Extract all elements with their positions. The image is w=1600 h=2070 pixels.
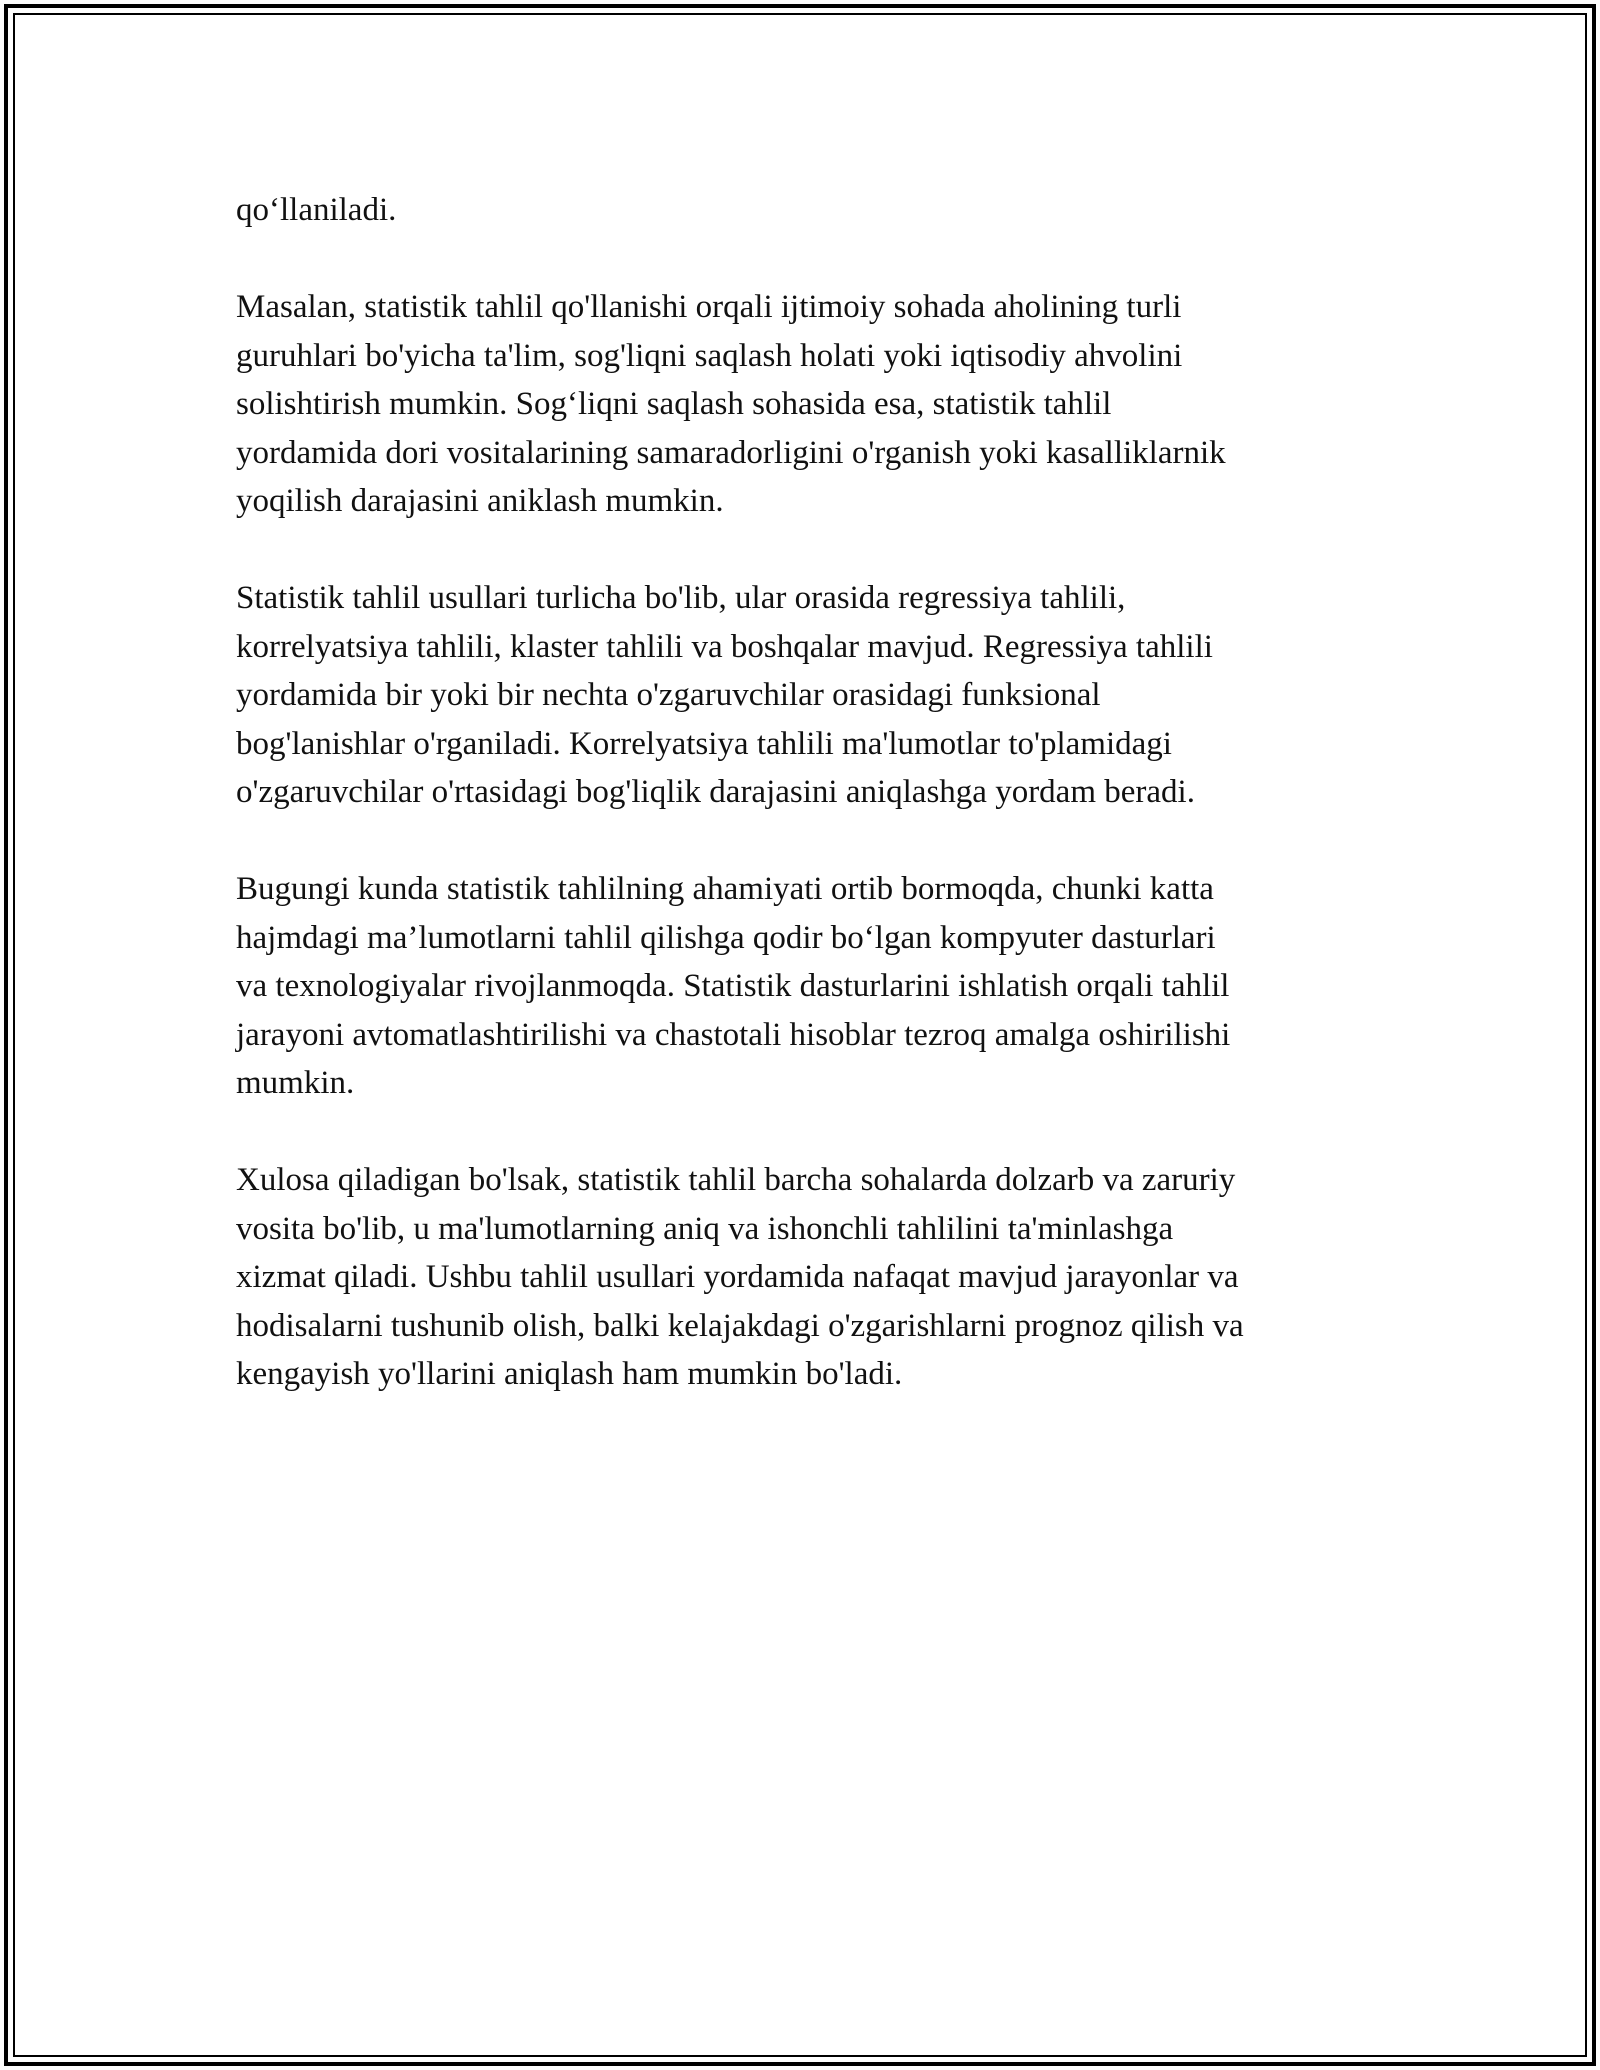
text-line: qo‘llaniladi.: [236, 192, 397, 228]
text-line: jarayoni avtomatlashtirilishi va chastotali hisoblar tezroq amalga oshirilishi: [236, 1016, 1231, 1053]
text-line: yordamida dori vositalarining samaradorligini o'rganish yoki kasalliklarnik: [236, 434, 1226, 471]
paragraph: [236, 1156, 1376, 1399]
text-line: Bugungi kunda statistik tahlilning ahamiyati ortib bormoqda, chunki katta: [236, 871, 1214, 907]
text-line: hodisalarni tushunib olish, balki kelajakdagi o'zgarishlarni prognoz qilish va: [236, 1307, 1244, 1344]
text-line: Statistik tahlil usullari turlicha bo'lib, ular orasida regressiya tahlili,: [236, 580, 1126, 616]
paragraph: [236, 283, 1376, 526]
text-line: va texnologiyalar rivojlanmoqda. Statistik dasturlarini ishlatish orqali tahlil: [236, 968, 1230, 1004]
text-line: bog'lanishlar o'rganiladi. Korrelyatsiya tahlili ma'lumotlar to'plamidagi: [236, 725, 1172, 762]
text-line: mumkin.: [236, 1065, 355, 1101]
text-line: vosita bo'lib, u ma'lumotlarning aniq va ishonchli tahlilini ta'minlashga: [236, 1210, 1174, 1247]
text-line: Masalan, statistik tahlil qo'llanishi orqali ijtimoiy sohada aholining turli: [236, 289, 1182, 325]
text-line: yoqilish darajasini aniklash mumkin.: [236, 483, 724, 519]
text-line: hajmdagi ma’lumotlarni tahlil qilishga qodir bo‘lgan kompyuter dasturlari: [236, 919, 1216, 956]
text-line: yordamida bir yoki bir nechta o'zgaruvchilar orasidagi funksional: [236, 677, 1101, 713]
text-line: kengayish yo'llarini aniqlash ham mumkin bo'ladi.: [236, 1356, 903, 1392]
paragraph: [236, 186, 1376, 235]
text-line: guruhlari bo'yicha ta'lim, sog'liqni saqlash holati yoki iqtisodiy ahvolini: [236, 337, 1183, 374]
text-line: xizmat qiladi. Ushbu tahlil usullari yordamida nafaqat mavjud jarayonlar va: [236, 1259, 1239, 1295]
text-line: o'zgaruvchilar o'rtasidagi bog'liqlik darajasini aniqlashga yordam beradi.: [236, 774, 1195, 810]
text-line: Xulosa qiladigan bo'lsak, statistik tahlil barcha sohalarda dolzarb va zaruriy: [236, 1162, 1236, 1198]
text-line: solishtirish mumkin. Sog‘liqni saqlash sohasida esa, statistik tahlil: [236, 386, 1112, 422]
document-body: [236, 186, 1376, 1447]
paragraph: [236, 865, 1376, 1108]
paragraph: [236, 574, 1376, 817]
text-line: korrelyatsiya tahlili, klaster tahlili va boshqalar mavjud. Regressiya tahlili: [236, 628, 1213, 665]
